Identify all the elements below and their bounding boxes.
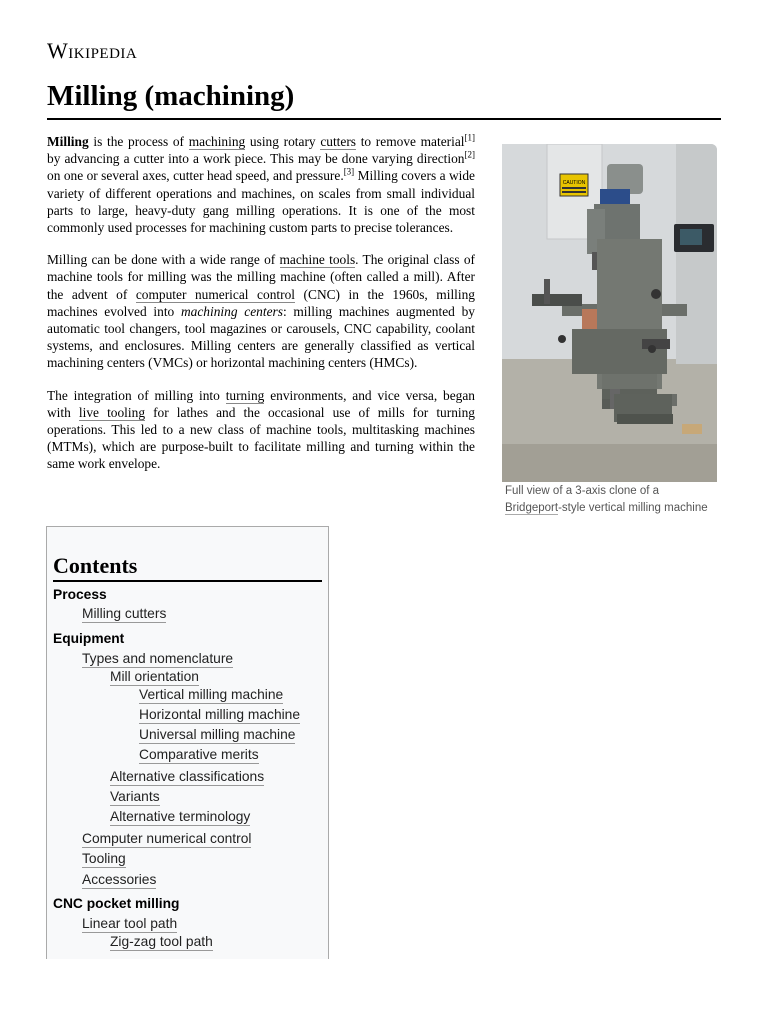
text-run: for lathes and the occasional use of mills for turning operations. This led to a new class of machine tools, multitasking machines (MTMs), which are purpose-built to facilitate milling and turning within the same work envelope.: [47, 404, 476, 472]
text-run: to remove material: [356, 134, 465, 149]
milling-machine-illustration: [502, 144, 717, 482]
article-body: [47, 133, 475, 488]
link-machining[interactable]: machining: [188, 134, 246, 149]
toc-item[interactable]: Universal milling machine: [139, 727, 296, 742]
text-run: by advancing a cutter into a work piece. This may be done varying direction: [47, 151, 465, 167]
link-live-tooling[interactable]: live tooling: [78, 404, 146, 420]
text-run: : milling machines augmented by automatic tool changers, tool magazines or carousels, CNC capability, coolant systems, and enclosures. Milling centers are generally classified as vertical machining centers (VMCs) or horizontal machining centers (HMCs).: [47, 303, 475, 371]
toc-item[interactable]: Vertical milling machine: [139, 687, 284, 702]
link-bridgeport[interactable]: Bridgeport: [505, 502, 559, 514]
toc-item[interactable]: Variants: [110, 789, 160, 804]
toc-item[interactable]: Process: [53, 587, 107, 602]
text-run: . The original class of machine tools for milling was the milling machine (often called a mill). After the advent of: [47, 252, 475, 302]
reference-2[interactable]: [2]: [464, 149, 475, 160]
toc-item[interactable]: Mill orientation: [110, 669, 199, 684]
toc-item[interactable]: Zig-zag tool path: [110, 934, 213, 949]
text-run: The integration of milling into: [47, 387, 226, 403]
toc-item[interactable]: Equipment: [53, 631, 125, 646]
toc-item[interactable]: Linear tool path: [82, 916, 178, 931]
italic-term: machining centers: [181, 303, 283, 319]
milling-machine-photo[interactable]: [502, 144, 717, 482]
text-run: environments, and vice versa, began with: [47, 387, 475, 420]
toc-item[interactable]: Tooling: [82, 851, 126, 866]
toc-item[interactable]: Milling cutters: [82, 606, 167, 621]
intro-paragraph: [47, 133, 475, 236]
figure-caption: [502, 483, 717, 517]
reference-1[interactable]: [1]: [464, 132, 476, 143]
text-run: using rotary: [245, 134, 321, 149]
caption-text: Full view of a 3-axis clone of a: [505, 485, 660, 497]
toc-item[interactable]: Computer numerical control: [82, 831, 252, 846]
toc-item[interactable]: Types and nomenclature: [82, 651, 234, 666]
text-run: is the process of: [88, 134, 189, 149]
text-run: (CNC) in the 1960s, milling machines evolved into: [47, 286, 476, 319]
toc-item[interactable]: Alternative classifications: [110, 769, 265, 784]
toc-title: Contents: [53, 551, 322, 582]
caution-sign-text: CAUTION: [562, 180, 586, 186]
toc-item[interactable]: Comparative merits: [139, 747, 259, 762]
machine-tools-paragraph: [47, 251, 475, 371]
link-cutters[interactable]: cutters: [320, 134, 357, 149]
text-run: on one or several axes, cutter head speed, and pressure.: [47, 168, 344, 184]
toc-item[interactable]: Alternative terminology: [110, 809, 251, 824]
page-title: Milling (machining): [47, 78, 721, 120]
integration-paragraph: [47, 387, 475, 473]
reference-3[interactable]: [3]: [343, 166, 355, 177]
caption-text: -style vertical milling machine: [558, 502, 708, 514]
text-run: Milling can be done with a wide range of: [47, 252, 280, 268]
text-run: Milling covers a wide variety of different operations and machines, on scales from small individual parts to large, heavy-duty gang milling operations. It is one of the most commonly used processes for machining custom parts to precise tolerances.: [47, 168, 475, 236]
link-turning[interactable]: turning: [225, 387, 265, 403]
wikipedia-wordmark[interactable]: Wikipedia: [47, 38, 138, 63]
link-machine-tools[interactable]: machine tools: [279, 252, 356, 268]
lead-term: Milling: [47, 134, 89, 149]
link-computer-numerical-control[interactable]: computer numerical control: [135, 286, 295, 302]
toc-item[interactable]: Horizontal milling machine: [139, 707, 301, 722]
toc-item[interactable]: Accessories: [82, 872, 157, 887]
table-of-contents: [46, 526, 329, 959]
toc-item[interactable]: CNC pocket milling: [53, 896, 180, 911]
infobox-figure: [502, 144, 717, 517]
